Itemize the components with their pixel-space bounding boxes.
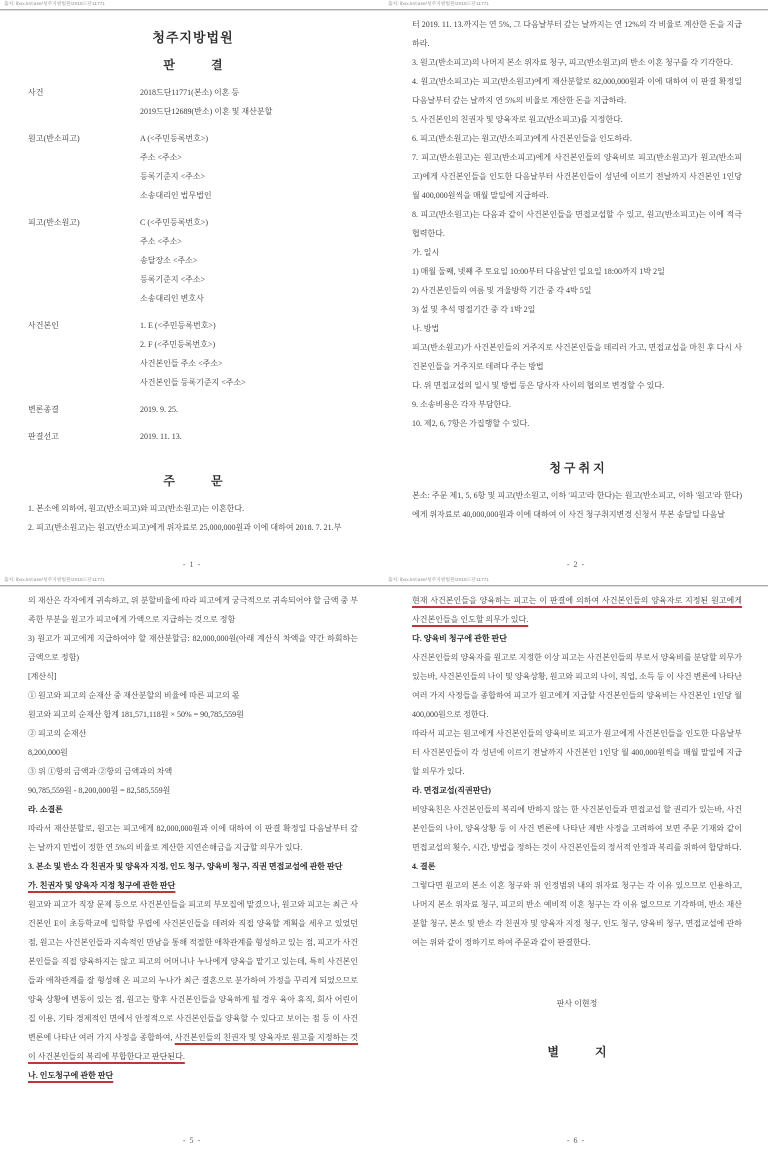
field-value: 주소 <주소>	[140, 153, 182, 162]
field-row	[28, 400, 358, 419]
court-name: 청주지방법원	[152, 30, 234, 45]
paragraph: 2. 피고(반소원고)는 원고(반소피고)에게 위자료로 25,000,000원과 이에 대하여 2018. 7. 21.부	[28, 523, 342, 532]
paragraph: 7. 피고(반소원고)는 원고(반소피고)에게 사건본인들의 양육비로 피고(반소원고)가 원고(반소피고)에게 사건본인들을 인도한 다음날부터 사건본인들이 성년에 이르기 전날까지 사건본인 1인당 월 400,000원씩을 매월 말일에 지급하라.	[412, 153, 742, 200]
paragraph: ① 원고와 피고의 순재산 중 재산분할의 비율에 따른 피고의 몫	[28, 691, 240, 700]
field-values	[140, 316, 358, 392]
paragraph: 본소: 주문 제1, 5, 6항 및 피고(반소원고, 이하 '피고'라 한다)는 원고(반소피고, 이하 '원고'라 한다)에게 위자료로 40,000,000원과 이에 대하여 이 사건 청구취지변경 신청서 부본 송달일 다음날	[412, 491, 742, 519]
field-label: 판결선고	[28, 432, 59, 441]
paragraph: 비양육친은 사건본인들의 복리에 반하지 않는 한 사건본인들과 면접교섭 할 권리가 있는바, 사건본인들의 나이, 양육상황 등 이 사건 변론에 나타난 제반 사정을 고려하여 보면 주문 기재와 같이 면접교섭의 횟수, 시간, 방법을 정하는 것이 사건본인들의 정서적 안정과 복리를 위하여 합당하다.	[412, 805, 742, 852]
paragraph: 다. 위 면접교섭의 일시 및 방법 등은 당사자 사이의 협의로 변경할 수 있다.	[412, 381, 665, 390]
section-heading: 청 구 취 지	[549, 461, 605, 475]
paragraph: 피고(반소원고)가 사건본인들의 거주지로 사건본인들을 데리러 가고, 면접교섭을 마친 후 다시 사건본인들을 거주지로 데려다 주는 방법	[412, 343, 742, 371]
page-number: - 1 -	[182, 560, 202, 569]
paragraph: 8. 피고(반소원고)는 다음과 같이 사건본인들을 면접교섭할 수 있고, 원고(반소피고)는 이에 적극 협력한다.	[412, 210, 742, 238]
field-value: C (<주민등록번호>)	[140, 218, 209, 227]
red-underlined-text: 사건본인들의 친권자 및 양육자로 원고를 지정하는 것이 사건본인들의 복리에 부합한다고 판단된다.	[28, 1033, 359, 1061]
header-divider	[0, 9, 384, 11]
source-url: 출처: lbox.kr/case/청주지방법원/2018드단11771	[4, 577, 105, 583]
field-label: 피고(반소원고)	[28, 218, 80, 227]
paragraph: 1) 매월 둘째, 넷째 주 토요일 10:00부터 다음날인 일요일 18:00까지 1박 2일	[412, 267, 665, 276]
field-values	[140, 213, 358, 308]
paragraph: 9. 소송비용은 각자 부담한다.	[412, 400, 512, 409]
paragraph: ② 피고의 순재산	[28, 729, 87, 738]
source-url: 출처: lbox.kr/case/청주지방법원/2018드단11771	[388, 577, 489, 583]
field-value: A (<주민등록번호>)	[140, 134, 209, 143]
field-label: 사건	[28, 88, 44, 97]
paragraph: 라. 면접교섭(직권판단)	[412, 786, 491, 795]
paragraph: 4. 원고(반소피고)는 피고(반소원고)에게 재산분할로 82,000,000원과 이에 대하여 이 판결 확정일 다음날부터 갚는 날까지 연 5%의 비율로 계산한 돈을 지급하라.	[412, 77, 742, 105]
paragraph: 3. 본소 및 반소 각 친권자 및 양육자 지정, 인도 청구, 양육비 청구, 직권 면접교섭에 관한 판단	[28, 862, 343, 871]
field-value: 사건본인들 등록기준지 <주소>	[140, 378, 246, 387]
text-span: 원고와 피고가 직장 문제 등으로 사건본인들을 피고의 부모집에 맡겼으나, 원고와 피고는 최근 사건본인 E이 초등학교에 입학할 무렵에 사건본인들을 데려와 직접 양육할 계획을 세우고 있었던 점, 원고는 사건본인들과 지속적인 만남을 통해 적절한 애착관계를 형성하고 있는 점, 피고가 사건본인들을 직접 양육하지는 않고 피고의 어머니나 누나에게 양육을 맡기고 있는데, 특히 사건본인들과 애착관계를 잘 형성해 온 피고의 누나가 최근 결혼으로 분가하여 가정을 꾸리게 되었으므로 양육 상황에 변동이 있는 점, 원고는 향후 사건본인들을 양육하게 될 경우 육아 휴직, 회사 어린이집 이용, 기타 경제적인 면에서 안정적으로 사건본인들을 양육할 수 있다고 보이는 점 등 이 사건 변론에 나타난 여러 가지 사정을 종합하여,	[28, 900, 358, 1042]
header-divider	[0, 585, 384, 587]
section-heading: 판 결	[163, 58, 223, 72]
field-row	[28, 129, 358, 205]
paragraph: 터 2019. 11. 13.까지는 연 5%, 그 다음날부터 갚는 날까지는 연 12%의 각 비율로 계산한 돈을 지급하라.	[412, 20, 742, 48]
paragraph: 의 재산은 각자에게 귀속하고, 위 분할비율에 따라 피고에게 궁극적으로 귀속되어야 할 금액 중 부족한 부분을 원고가 피고에게 가액으로 지급하는 것으로 정함	[28, 596, 358, 624]
header-divider	[384, 585, 768, 587]
paragraph: 5. 사건본인의 친권자 및 양육자로 원고(반소피고)를 지정한다.	[412, 115, 623, 124]
red-underlined-text: 현재 사건본인들을 양육하는 피고는 이 판결에 의하여 사건본인들의 양육자로 지정된 원고에게 사건본인들을 인도할 의무가 있다.	[412, 596, 742, 624]
page-number: - 5 -	[182, 1136, 202, 1145]
paragraph	[28, 876, 358, 895]
red-underlined-text: 나. 인도청구에 관한 판단	[28, 1071, 114, 1080]
paragraph	[28, 895, 358, 1066]
paragraph: 원고와 피고의 순재산 합계 181,571,118원 × 50% = 90,785,559원	[28, 710, 244, 719]
source-url: 출처: lbox.kr/case/청주지방법원/2018드단11771	[4, 1, 105, 7]
field-label: 변론종결	[28, 405, 59, 414]
field-value: 등록기준지 <주소>	[140, 275, 206, 284]
field-value: 등록기준지 <주소>	[140, 172, 206, 181]
paragraph: 90,785,559원 - 8,200,000원 = 82,585,559원	[28, 786, 171, 795]
page-content	[412, 15, 742, 524]
red-underlined-text: 가. 친권자 및 양육자 지정 청구에 관한 판단	[28, 881, 176, 890]
field-row	[28, 316, 358, 392]
paragraph: 3. 원고(반소피고)의 나머지 본소 위자료 청구, 피고(반소원고)의 반소 이혼 청구를 각 기각한다.	[412, 58, 733, 67]
field-value: 소송대리인 변호사	[140, 294, 204, 303]
field-values	[140, 427, 358, 446]
paragraph: 6. 피고(반소원고)는 원고(반소피고)에게 사건본인들을 인도하라.	[412, 134, 632, 143]
field-label: 사건본인	[28, 321, 59, 330]
paragraph: 10. 제2, 6, 7항은 가집행할 수 있다.	[412, 419, 530, 428]
field-value: 1. E (<주민등록번호>)	[140, 321, 216, 330]
field-value: 2018드단11771(본소) 이혼 등	[140, 88, 240, 97]
document-page	[384, 576, 768, 1152]
document-page	[384, 0, 768, 576]
paragraph: 3) 원고가 피고에게 지급하여야 할 재산분할금: 82,000,000원(아래 계산식 차액을 약간 하회하는 금액으로 정함)	[28, 634, 358, 662]
field-value: 소송대리인 법무법인	[140, 191, 212, 200]
paragraph: 8,200,000원	[28, 748, 68, 757]
section-heading: 주 문	[163, 474, 223, 488]
header-divider	[384, 9, 768, 11]
paragraph: 사건본인들의 양육자를 원고로 지정한 이상 피고는 사건본인들의 부로서 양육비를 분담할 의무가 있는바, 사건본인들의 나이 및 양육상황, 원고와 피고의 나이, 직업, 소득 등 이 사건 변론에 나타난 여러 가지 사정들을 종합하여 피고가 원고에게 지급할 사건본인들의 양육비는 사건본인 1인당 월 400,000원으로 정한다.	[412, 653, 742, 719]
page-number: - 6 -	[566, 1136, 586, 1145]
field-row	[28, 213, 358, 308]
paragraph	[412, 591, 742, 629]
field-value: 2019. 9. 25.	[140, 405, 178, 414]
field-row	[28, 83, 358, 121]
section-heading: 별 지	[547, 1045, 607, 1059]
paragraph: 다. 양육비 청구에 관한 판단	[412, 634, 508, 643]
field-value: 2. F (<주민등록번호>)	[140, 340, 216, 349]
field-values	[140, 83, 358, 121]
paragraph: 따라서 피고는 원고에게 사건본인들의 양육비로 피고가 원고에게 사건본인들을 인도한 다음날부터 사건본인들이 각 성년에 이르기 전날까지 사건본인 1인당 월 400,000원씩을 매월 말일에 지급할 의무가 있다.	[412, 729, 742, 776]
paragraph: 라. 소결론	[28, 805, 63, 814]
paragraph: 가. 일시	[412, 248, 440, 257]
paragraph: ③ 위 ①항의 금액과 ②항의 금액과의 차액	[28, 767, 173, 776]
source-url: 출처: lbox.kr/case/청주지방법원/2018드단11771	[388, 1, 489, 7]
page-number: - 2 -	[566, 560, 586, 569]
judge-signature: 판사 이현정	[556, 999, 598, 1008]
page-content	[412, 591, 742, 1070]
field-value: 2019드단12689(반소) 이혼 및 재산분할	[140, 107, 273, 116]
paragraph: 3) 설 및 추석 명절기간 중 각 1박 2일	[412, 305, 536, 314]
document-page	[0, 576, 384, 1152]
field-row	[28, 427, 358, 446]
page-content	[28, 591, 358, 1085]
paragraph: 1. 본소에 의하여, 원고(반소피고)와 피고(반소원고)는 이혼한다.	[28, 504, 245, 513]
paragraph: 따라서 재산분할로, 원고는 피고에게 82,000,000원과 이에 대하여 이 판결 확정일 다음날부터 갚는 날까지 민법이 정한 연 5%의 비율로 계산한 지연손해금을 지급할 의무가 있다.	[28, 824, 358, 852]
field-value: 2019. 11. 13.	[140, 432, 182, 441]
field-values	[140, 400, 358, 419]
paragraph	[28, 1066, 358, 1085]
field-values	[140, 129, 358, 205]
document-page	[0, 0, 384, 576]
paragraph: 4. 결론	[412, 862, 436, 871]
page-content	[28, 15, 358, 537]
paragraph: [계산식]	[28, 672, 57, 681]
field-label: 원고(반소피고)	[28, 134, 80, 143]
field-value: 주소 <주소>	[140, 237, 182, 246]
field-value: 송달장소 <주소>	[140, 256, 198, 265]
field-value: 사건본인들 주소 <주소>	[140, 359, 223, 368]
paragraph: 나. 방법	[412, 324, 440, 333]
paragraph: 2) 사건본인들의 여름 및 겨울방학 기간 중 각 4박 5일	[412, 286, 592, 295]
paragraph: 그렇다면 원고의 본소 이혼 청구와 위 인정범위 내의 위자료 청구는 각 이유 있으므로 인용하고, 나머지 본소 위자료 청구, 피고의 반소 예비적 이혼 청구는 각 이유 없으므로 기각하며, 반소 재산분할 청구, 본소 및 반소 각 친권자 및 양육자 지정 청구, 인도 청구, 양육비 청구, 면접교섭에 관하여는 위와 같이 정하기로 하여 주문과 같이 판결한다.	[412, 881, 742, 947]
